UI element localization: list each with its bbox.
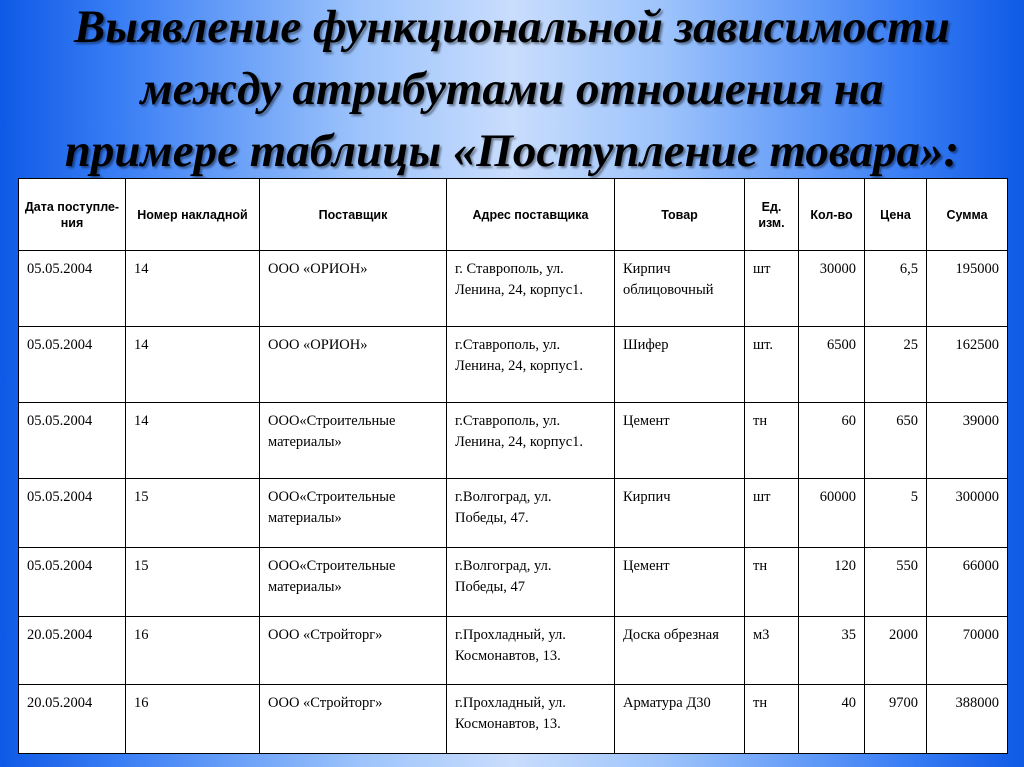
cell-quantity: 40 [799,685,865,754]
cell-price: 9700 [865,685,927,754]
cell-product: Шифер [615,327,745,403]
cell-supplier-address: г.Ставрополь, ул. Ленина, 24, корпус1. [447,403,615,479]
column-header-supplier-address: Адрес поставщика [447,179,615,251]
cell-date: 05.05.2004 [19,479,126,548]
cell-invoice-number: 16 [126,685,260,754]
cell-price: 650 [865,403,927,479]
cell-date: 05.05.2004 [19,403,126,479]
cell-supplier-address: г.Прохладный, ул. Космонавтов, 13. [447,616,615,685]
cell-price: 25 [865,327,927,403]
cell-invoice-number: 14 [126,403,260,479]
cell-quantity: 6500 [799,327,865,403]
cell-product: Цемент [615,547,745,616]
cell-total: 162500 [927,327,1008,403]
cell-price: 5 [865,479,927,548]
cell-total: 66000 [927,547,1008,616]
cell-product: Доска обрезная [615,616,745,685]
table-row [19,547,1008,616]
column-header-invoice-number: Номер накладной [126,179,260,251]
cell-invoice-number: 14 [126,327,260,403]
cell-supplier-address: г.Волгоград, ул. Победы, 47. [447,479,615,548]
cell-product: Кирпич [615,479,745,548]
cell-quantity: 60000 [799,479,865,548]
cell-supplier-address: г. Ставрополь, ул. Ленина, 24, корпус1. [447,251,615,327]
cell-quantity: 60 [799,403,865,479]
cell-price: 6,5 [865,251,927,327]
cell-supplier: ООО«Строительные материалы» [260,403,447,479]
cell-date: 05.05.2004 [19,547,126,616]
table-header-row [19,179,1008,251]
slide-title-line-1: Выявление функциональной зависимости [74,1,950,53]
cell-unit: шт [745,479,799,548]
cell-supplier-address: г.Ставрополь, ул. Ленина, 24, корпус1. [447,327,615,403]
cell-invoice-number: 15 [126,547,260,616]
slide-title [0,0,1024,178]
cell-invoice-number: 16 [126,616,260,685]
column-header-total: Сумма [927,179,1008,251]
table-row [19,479,1008,548]
cell-product: Арматура Д30 [615,685,745,754]
cell-quantity: 30000 [799,251,865,327]
goods-receipt-table [18,178,1008,754]
cell-supplier: ООО «ОРИОН» [260,251,447,327]
table-row [19,403,1008,479]
table-row [19,251,1008,327]
cell-supplier: ООО«Строительные материалы» [260,479,447,548]
cell-supplier: ООО«Строительные материалы» [260,547,447,616]
cell-supplier: ООО «Стройторг» [260,685,447,754]
slide-title-line-2: между атрибутами отношения на [140,63,884,115]
cell-unit: тн [745,403,799,479]
cell-product: Цемент [615,403,745,479]
cell-supplier: ООО «Стройторг» [260,616,447,685]
cell-total: 195000 [927,251,1008,327]
column-header-supplier: Поставщик [260,179,447,251]
table-row [19,327,1008,403]
cell-unit: тн [745,547,799,616]
cell-supplier-address: г.Прохладный, ул. Космонавтов, 13. [447,685,615,754]
slide-title-line-3: примере таблицы «Поступление товара»: [64,125,960,177]
cell-date: 05.05.2004 [19,251,126,327]
cell-price: 2000 [865,616,927,685]
cell-total: 70000 [927,616,1008,685]
cell-total: 300000 [927,479,1008,548]
column-header-unit: Ед. изм. [745,179,799,251]
cell-invoice-number: 15 [126,479,260,548]
cell-unit: шт. [745,327,799,403]
column-header-quantity: Кол-во [799,179,865,251]
cell-unit: шт [745,251,799,327]
table-row [19,616,1008,685]
cell-quantity: 35 [799,616,865,685]
cell-unit: м3 [745,616,799,685]
column-header-date: Дата поступле-ния [19,179,126,251]
column-header-price: Цена [865,179,927,251]
cell-invoice-number: 14 [126,251,260,327]
table-row [19,685,1008,754]
cell-quantity: 120 [799,547,865,616]
cell-date: 20.05.2004 [19,616,126,685]
column-header-product: Товар [615,179,745,251]
cell-total: 388000 [927,685,1008,754]
cell-unit: тн [745,685,799,754]
cell-total: 39000 [927,403,1008,479]
cell-supplier-address: г.Волгоград, ул. Победы, 47 [447,547,615,616]
cell-date: 05.05.2004 [19,327,126,403]
cell-product: Кирпич облицовочный [615,251,745,327]
cell-date: 20.05.2004 [19,685,126,754]
cell-supplier: ООО «ОРИОН» [260,327,447,403]
cell-price: 550 [865,547,927,616]
